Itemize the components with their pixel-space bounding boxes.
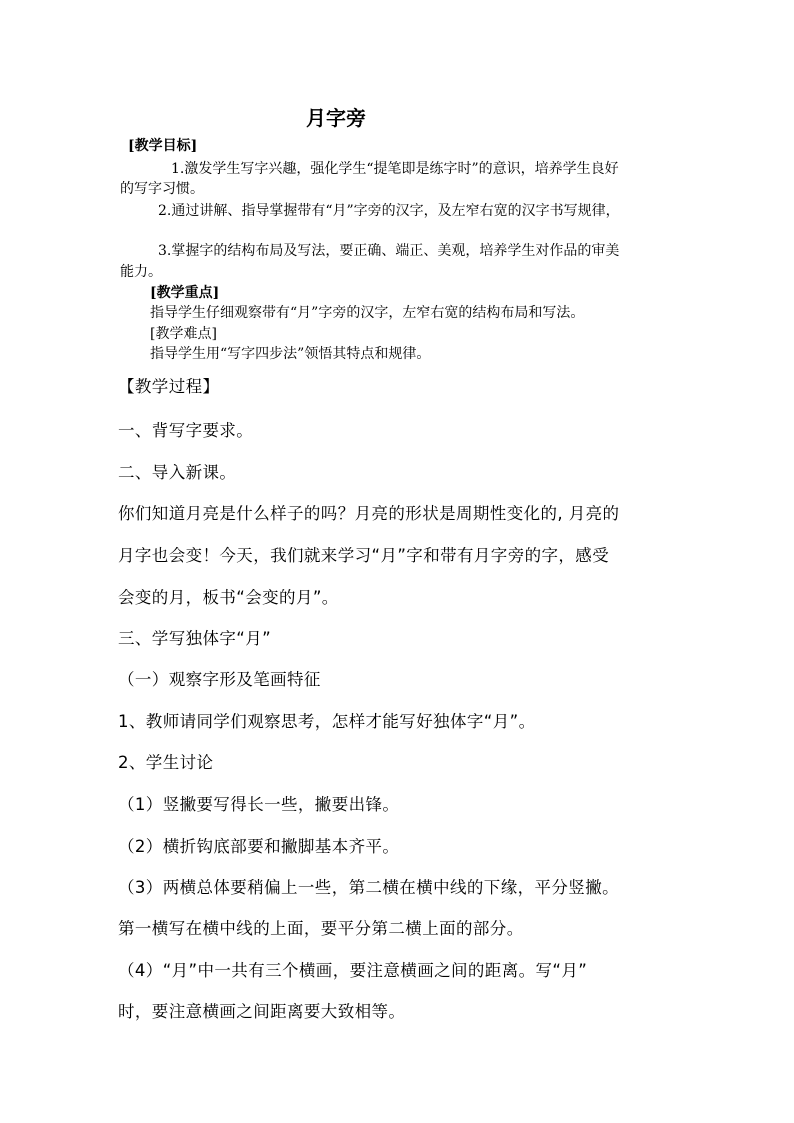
process-heading: 【教学过程】 bbox=[118, 377, 220, 396]
goal-1-line-2: 的写字习惯。 bbox=[120, 181, 204, 197]
discussion-2: （2）横折钩底部要和撇脚基本齐平。 bbox=[118, 837, 400, 856]
page-title: 月字旁 bbox=[306, 106, 366, 130]
sub-section-1: （一）观察字形及笔画特征 bbox=[118, 670, 321, 689]
difficulties-text: 指导学生用“写字四步法”领悟其特点和规律。 bbox=[150, 346, 431, 362]
step-1: 一、背写字要求。 bbox=[118, 421, 254, 440]
key-points-text: 指导学生仔细观察带有“月”字旁的汉字，左窄右宽的结构布局和写法。 bbox=[150, 305, 585, 321]
discussion-4-line-2: 时，要注意横画之间距离要大致相等。 bbox=[118, 1002, 406, 1021]
goal-3-line-1: 3.掌握字的结构布局及写法，要正确、端正、美观，培养学生对作品的审美 bbox=[158, 243, 620, 259]
goal-2: 2.通过讲解、指导掌握带有“月”字旁的汉字，及左窄右宽的汉字书写规律， bbox=[158, 203, 620, 219]
intro-paragraph-line-2: 月字也会变！今天，我们就来学习“月”字和带有月字旁的字，感受 bbox=[118, 546, 610, 565]
step-2: 二、导入新课。 bbox=[118, 463, 237, 482]
goals-heading: [教学目标] bbox=[128, 138, 198, 154]
point-2: 2、学生讨论 bbox=[118, 753, 214, 772]
intro-paragraph-line-1: 你们知道月亮是什么样子的吗？月亮的形状是周期性变化的, 月亮的 bbox=[118, 504, 620, 523]
discussion-4-line-1: （4）“月”中一共有三个横画，要注意横画之间的距离。写“月” bbox=[118, 961, 588, 980]
key-points-heading: [教学重点] bbox=[150, 285, 220, 301]
step-3: 三、学写独体字“月” bbox=[118, 629, 272, 648]
intro-paragraph-line-3: 会变的月，板书“会变的月”。 bbox=[118, 588, 339, 607]
difficulties-heading: [教学难点] bbox=[150, 326, 217, 342]
goal-3-line-2: 能力。 bbox=[120, 264, 162, 280]
discussion-1: （1）竖撇要写得长一些，撇要出锋。 bbox=[118, 795, 400, 814]
point-1: 1、教师请同学们观察思考，怎样才能写好独体字“月”。 bbox=[118, 712, 536, 731]
discussion-3-line-1: （3）两横总体要稍偏上一些，第二横在横中线的下缘，平分竖撇。 bbox=[118, 878, 619, 897]
discussion-3-line-2: 第一横写在横中线的上面，要平分第二横上面的部分。 bbox=[118, 919, 524, 938]
goal-1-line-1: 1.激发学生写字兴趣，强化学生“提笔即是练字时”的意识，培养学生良好 bbox=[171, 161, 619, 177]
